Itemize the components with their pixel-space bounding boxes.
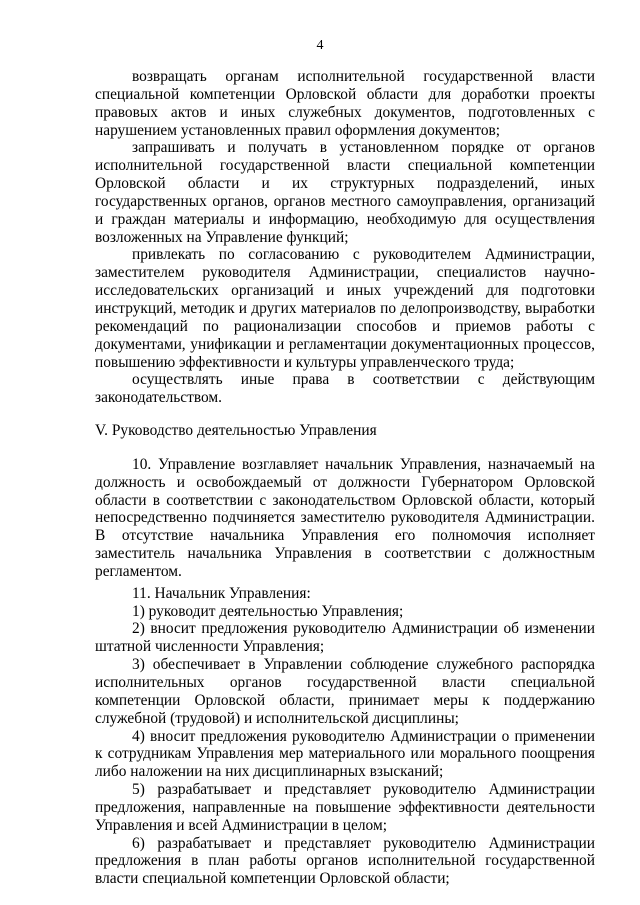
paragraph-clause-11: 11. Начальник Управления: — [132, 584, 311, 602]
list-item-3: 3) обеспечивает в Управлении соблюдение служебного распорядка исполнительных органов государственной власти специальной компетенции Орловской области, принимает меры к поддержанию служебной (трудовой) и исполнительской дисциплины; — [95, 656, 595, 727]
paragraph-clause-10: 10. Управление возглавляет начальник Управления, назначаемый на должность и освобождаемый от должности Губернатором Орловской области в соответствии с законодательством Орловской области, который непосредственно подчиняется заместителю руководителя Администрации. В отсутствие начальника Управления его полномочия исполняет заместитель начальника Управления в соответствии с должностным регламентом. — [95, 455, 595, 580]
paragraph-return-drafts: возвращать органам исполнительной государственной власти специальной компетенции Орловской области для доработки проекты правовых актов и иных служебных документов, подготовленных с нарушением установленных правил оформления документов; — [95, 68, 595, 139]
list-item-2: 2) вносит предложения руководителю Администрации об изменении штатной численности Управления; — [95, 620, 595, 656]
section-heading: V. Руководство деятельностью Управления — [95, 422, 377, 440]
paragraph-other-rights: осуществлять иные права в соответствии с действующим законодательством. — [95, 371, 595, 407]
list-item-1: 1) руководит деятельностью Управления; — [132, 602, 404, 620]
list-item-5: 5) разрабатывает и представляет руководителю Администрации предложения, направленные на повышение эффективности деятельности Управления и всей Администрации в целом; — [95, 781, 595, 834]
page-number: 4 — [316, 38, 324, 53]
list-item-4: 4) вносит предложения руководителю Администрации о применении к сотрудникам Управления мер материального или морального поощрения либо наложении на них дисциплинарных взысканий; — [95, 727, 595, 781]
paragraph-request-materials: запрашивать и получать в установленном порядке от органов исполнительной государственной власти специальной компетенции Орловской области и их структурных подразделений, иных государственных органов, органов местного самоуправления, организаций и граждан материалы и информацию, необходимую для осуществления возложенных на Управление функций; — [95, 139, 595, 246]
paragraph-engage-specialists: привлекать по согласованию с руководителем Администрации, заместителем руководителя Администрации, специалистов научно-исследовательских организаций и иных учреждений для подготовки инструкций, методик и других материалов по делопроизводству, выработки рекомендаций по рационализации способов и приемов работы с документами, унификации и регламентации документационных процессов, повышению эффективности и культуры управленческого труда; — [95, 246, 595, 371]
list-item-6: 6) разрабатывает и представляет руководителю Администрации предложения в план работы органов исполнительной государственной власти специальной компетенции Орловской области; — [95, 834, 595, 888]
document-body — [95, 68, 595, 888]
